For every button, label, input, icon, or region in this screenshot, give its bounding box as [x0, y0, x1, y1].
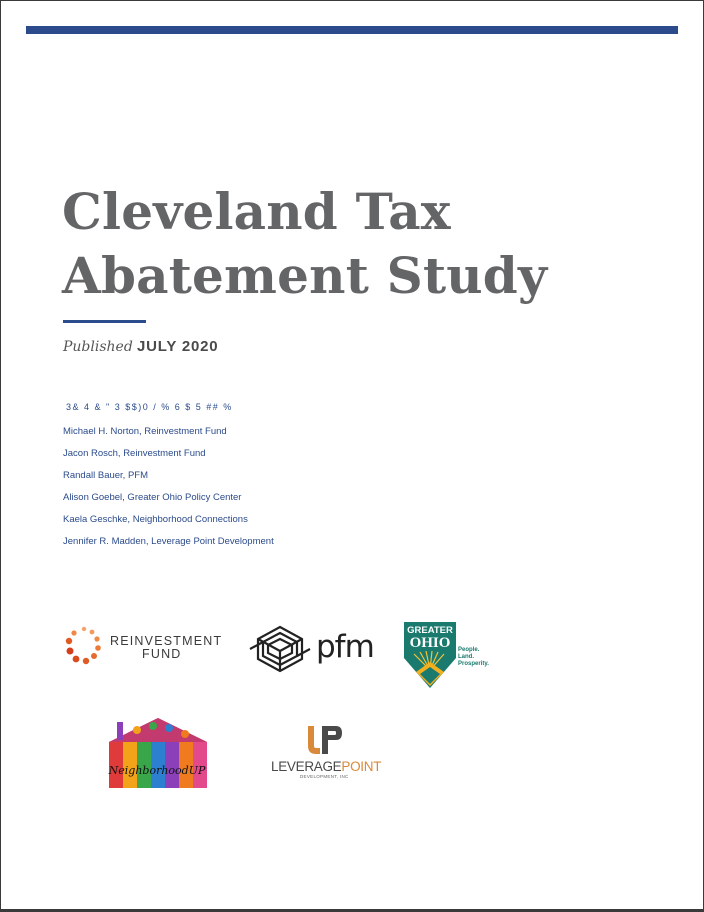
go-line-1: GREATER: [407, 625, 453, 636]
author-item: Jacon Rosch, Reinvestment Fund: [63, 448, 206, 459]
dot-ring-icon: [64, 624, 104, 668]
pfm-swirl-icon: [248, 625, 312, 673]
author-item: Randall Bauer, PFM: [63, 470, 149, 481]
author-item: Kaela Geschke, Neighborhood Connections: [63, 514, 248, 525]
author-item: Alison Goebel, Greater Ohio Policy Center: [63, 492, 242, 503]
greater-ohio-logo: [402, 620, 492, 690]
published-line: [63, 338, 218, 355]
neighborhood-connections-logo: [107, 714, 209, 790]
title-line-1: Cleveland Tax: [62, 182, 451, 241]
go-tag-1: People.: [458, 647, 480, 653]
leverage-point-wordmark: [271, 759, 381, 774]
title-line-2: Abatement Study: [62, 246, 548, 305]
go-tag-3: Prosperity.: [458, 661, 489, 667]
leverage-point-sub: DEVELOPMENT, INC: [300, 774, 349, 779]
published-label: Published: [63, 339, 133, 355]
leverage-point-up-icon: [270, 724, 378, 758]
lp-part-1: LEVERAGE: [271, 759, 342, 774]
document-title: [62, 180, 547, 308]
published-date: JULY 2020: [136, 338, 219, 355]
pfm-logo: [248, 625, 373, 673]
lp-part-2: POINT: [341, 759, 382, 774]
header-accent-bar: [26, 26, 678, 34]
go-line-2: OHIO: [409, 635, 451, 651]
author-item: Jennifer R. Madden, Leverage Point Development: [63, 536, 274, 547]
greater-ohio-tagline: [458, 647, 489, 668]
author-item: Michael H. Norton, Reinvestment Fund: [63, 426, 227, 437]
neighborhood-house-icon: [107, 714, 209, 790]
go-tag-2: Land.: [458, 654, 474, 660]
pfm-wordmark: pfm: [316, 629, 374, 665]
author-list: [63, 421, 274, 553]
reinvestment-fund-logo: [64, 624, 224, 668]
title-underline: [63, 320, 146, 323]
leverage-point-logo: [270, 724, 382, 782]
neighborhood-script: NeighborhoodUP: [108, 764, 206, 777]
authors-heading: 3& 4 & " 3 $$)0 / % 6 $ 5 ## %: [66, 402, 233, 412]
rf-line-2: FUND: [142, 647, 182, 661]
rf-line-1: REINVESTMENT: [110, 634, 223, 648]
greater-ohio-shield-icon: [402, 620, 458, 690]
